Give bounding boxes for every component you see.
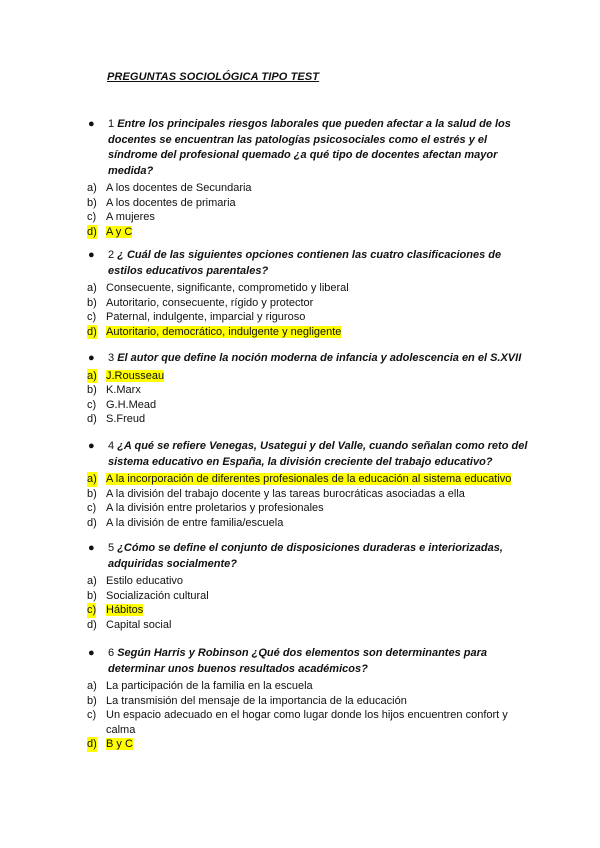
- option-letter: d): [87, 738, 97, 751]
- answer-option: [87, 383, 528, 398]
- answer-option: [87, 501, 528, 516]
- question-text: [88, 646, 528, 677]
- question-1: [88, 117, 528, 239]
- option-list: [88, 181, 528, 239]
- option-text: A los docentes de Secundaria: [106, 182, 252, 194]
- answer-option: [87, 196, 528, 211]
- question-number: 3: [108, 352, 115, 364]
- option-letter: d): [87, 413, 97, 426]
- answer-option: [87, 708, 528, 737]
- option-letter: b): [87, 694, 97, 707]
- option-text: B y C: [106, 738, 133, 751]
- option-letter: c): [87, 311, 97, 324]
- question-text: [88, 439, 528, 470]
- document-title: PREGUNTAS SOCIOLÓGICA TIPO TEST: [107, 71, 320, 83]
- question-number: 1: [108, 118, 115, 130]
- option-letter: b): [87, 196, 97, 209]
- option-letter: a): [87, 282, 97, 294]
- option-text: A y C: [106, 225, 133, 238]
- option-letter: c): [87, 398, 97, 411]
- answer-option-highlighted: [87, 369, 528, 384]
- answer-option: [87, 618, 528, 633]
- option-text: S.Freud: [106, 413, 146, 426]
- question-text: [88, 117, 528, 179]
- option-text: G.H.Mead: [106, 398, 157, 411]
- option-text: Consecuente, significante, comprometido y liberal: [106, 282, 349, 294]
- option-text: Hábitos: [106, 604, 144, 617]
- answer-option: [87, 516, 528, 531]
- option-list: [88, 574, 528, 632]
- option-text: A mujeres: [106, 211, 155, 224]
- answer-option: [87, 181, 528, 196]
- answer-option: [87, 694, 528, 709]
- option-text: La participación de la familia en la escuela: [106, 680, 313, 692]
- question-2: [88, 248, 528, 339]
- bullet-icon: ●: [88, 440, 95, 452]
- question-text: [88, 248, 528, 279]
- option-text: A la incorporación de diferentes profesionales de la educación al sistema educativo: [106, 473, 512, 485]
- option-text: A la división del trabajo docente y las tareas burocráticas asociadas a ella: [106, 487, 465, 500]
- bullet-icon: ●: [88, 542, 95, 554]
- bullet-icon: ●: [88, 249, 95, 261]
- option-letter: d): [87, 618, 97, 631]
- question-number: 2: [108, 249, 115, 261]
- option-text: A los docentes de primaria: [106, 196, 236, 209]
- option-text: Estilo educativo: [106, 575, 184, 587]
- option-letter: c): [87, 211, 97, 224]
- option-letter: d): [87, 325, 97, 338]
- answer-option-highlighted: [87, 472, 528, 487]
- option-text: Un espacio adecuado en el hogar como lugar donde los hijos encuentren confort y calma: [106, 709, 508, 736]
- option-text: A la división entre proletarios y profesionales: [106, 502, 324, 515]
- answer-option: [87, 296, 528, 311]
- question-text: [88, 351, 528, 367]
- question-prompt: Según Harris y Robinson ¿Qué dos elementos son determinantes para determinar unos buenos resultados académicos?: [108, 647, 487, 675]
- question-number: 5: [108, 542, 115, 554]
- question-prompt: ¿A qué se refiere Venegas, Usategui y del Valle, cuando señalan como reto del sistema educativo en España, la división creciente del trabajo educativo?: [108, 440, 528, 468]
- option-text: A la división de entre familia/escuela: [106, 516, 284, 529]
- answer-option: [87, 310, 528, 325]
- answer-option: [87, 679, 528, 694]
- option-letter: d): [87, 225, 97, 238]
- option-letter: c): [87, 709, 97, 722]
- option-letter: a): [87, 575, 97, 587]
- question-5: [88, 541, 528, 632]
- option-list: [88, 679, 528, 752]
- answer-option: [87, 574, 528, 589]
- answer-option: [87, 487, 528, 502]
- option-letter: a): [87, 182, 97, 194]
- option-list: [88, 281, 528, 339]
- question-prompt: El autor que define la noción moderna de infancia y adolescencia en el S.XVII: [117, 352, 522, 364]
- option-list: [88, 472, 528, 530]
- bullet-icon: ●: [88, 647, 95, 659]
- option-letter: b): [87, 296, 97, 309]
- question-prompt: ¿ Cuál de las siguientes opciones contienen las cuatro clasificaciones de estilos educativos parentales?: [108, 249, 502, 277]
- option-text: Autoritario, democrático, indulgente y negligente: [106, 325, 342, 338]
- answer-option: [87, 398, 528, 413]
- bullet-icon: ●: [88, 352, 95, 364]
- option-letter: b): [87, 487, 97, 500]
- option-letter: d): [87, 516, 97, 529]
- answer-option-highlighted: [87, 603, 528, 618]
- option-text: La transmisión del mensaje de la importancia de la educación: [106, 694, 407, 707]
- bullet-icon: ●: [88, 118, 95, 130]
- option-letter: a): [87, 680, 97, 692]
- option-letter: b): [87, 384, 97, 397]
- question-prompt: ¿Cómo se define el conjunto de disposiciones duraderas e interiorizadas, adquiridas socialmente?: [108, 542, 503, 570]
- answer-option: [87, 210, 528, 225]
- question-3: [88, 351, 528, 427]
- question-6: [88, 646, 528, 752]
- answer-option: [87, 589, 528, 604]
- option-list: [88, 369, 528, 427]
- option-letter: c): [87, 502, 97, 515]
- question-number: 6: [108, 647, 115, 659]
- answer-option-highlighted: [87, 225, 528, 240]
- option-text: Paternal, indulgente, imparcial y riguroso: [106, 311, 306, 324]
- question-number: 4: [108, 440, 115, 452]
- answer-option-highlighted: [87, 737, 528, 752]
- answer-option: [87, 281, 528, 296]
- option-text: Autoritario, consecuente, rígido y protector: [106, 296, 314, 309]
- question-prompt: Entre los principales riesgos laborales que pueden afectar a la salud de los docentes se encuentran las patologías psicosociales como el estrés y el síndrome del profesional quemado ¿a qué tipo de docentes afectan mayor medida?: [108, 118, 511, 177]
- option-text: Capital social: [106, 618, 172, 631]
- answer-option-highlighted: [87, 325, 528, 340]
- answer-option: [87, 412, 528, 427]
- option-letter: c): [87, 604, 97, 617]
- option-text: K.Marx: [106, 384, 141, 397]
- option-text: Socialización cultural: [106, 589, 209, 602]
- option-letter: b): [87, 589, 97, 602]
- question-text: [88, 541, 528, 572]
- option-text: J.Rousseau: [106, 369, 165, 382]
- question-4: [88, 439, 528, 530]
- option-letter: a): [87, 473, 97, 485]
- option-letter: a): [87, 369, 97, 382]
